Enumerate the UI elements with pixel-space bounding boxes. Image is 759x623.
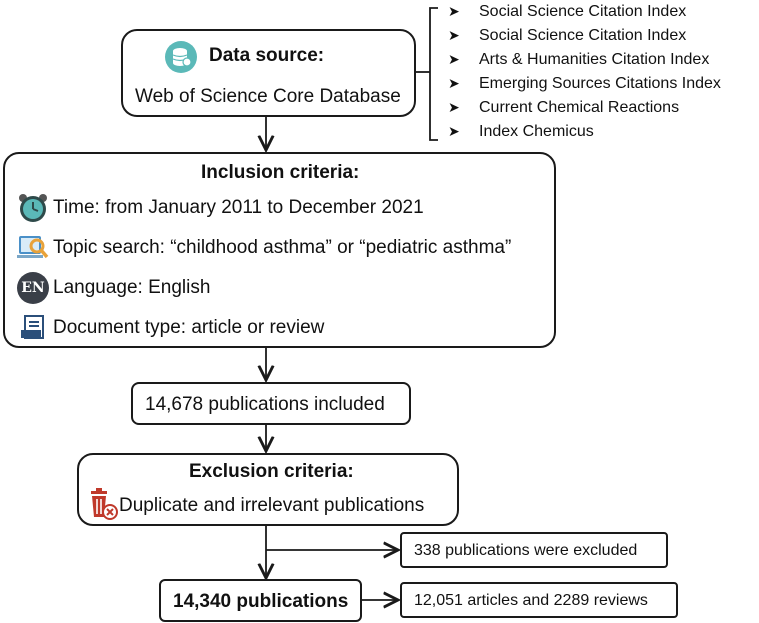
- data-source-subtitle: Web of Science Core Database: [135, 86, 401, 107]
- final-note-box: [400, 582, 678, 618]
- index-item: ➤ Social Science Citation Index: [448, 27, 687, 44]
- final-note-text: 12,051 articles and 2289 reviews: [414, 592, 648, 609]
- data-source-box: [121, 29, 416, 117]
- arrowhead-bullet-icon: ➤: [448, 75, 460, 91]
- exclusion-title: Exclusion criteria:: [189, 461, 354, 482]
- criteria-topic: [17, 232, 511, 264]
- criteria-language: [17, 272, 210, 304]
- arrowhead-bullet-icon: ➤: [448, 3, 460, 19]
- index-item: ➤ Emerging Sources Citations Index: [448, 75, 721, 92]
- inclusion-criteria-box: [3, 152, 556, 348]
- arrowhead-bullet-icon: ➤: [448, 99, 460, 115]
- document-type-icon: [17, 312, 49, 344]
- included-text: 14,678 publications included: [145, 394, 385, 415]
- criteria-document-type-text: Document type: article or review: [53, 317, 325, 338]
- final-publications-box: [159, 579, 362, 622]
- excluded-note-text: 338 publications were excluded: [414, 542, 638, 559]
- criteria-language-text: Language: English: [53, 277, 211, 298]
- criteria-time: [17, 192, 424, 224]
- index-bracket: [430, 8, 438, 140]
- criteria-topic-text: Topic search: “childhood asthma” or “pediatric asthma”: [53, 237, 512, 258]
- search-topic-icon: [17, 232, 49, 264]
- arrowhead-bullet-icon: ➤: [448, 27, 460, 43]
- index-item: ➤ Current Chemical Reactions: [448, 99, 680, 116]
- criteria-time-text: Time: from January 2011 to December 2021: [53, 197, 424, 218]
- excluded-note-box: [400, 532, 668, 568]
- index-item: ➤ Index Chemicus: [448, 123, 594, 140]
- alarm-clock-icon: [17, 192, 49, 224]
- exclusion-criteria-box: [77, 453, 459, 526]
- data-source-title: Data source:: [209, 45, 325, 66]
- final-publications-text: 14,340 publications: [173, 591, 349, 612]
- criteria-document-type: [17, 312, 324, 344]
- index-item: ➤ Arts & Humanities Citation Index: [448, 51, 710, 68]
- trash-delete-icon: [85, 487, 119, 521]
- arrowhead-bullet-icon: ➤: [448, 123, 460, 139]
- index-item: ➤ Social Science Citation Index: [448, 3, 687, 20]
- inclusion-title: Inclusion criteria:: [201, 162, 360, 183]
- language-en-icon: EN: [17, 272, 49, 304]
- exclusion-text: Duplicate and irrelevant publications: [119, 495, 425, 516]
- arrowhead-bullet-icon: ➤: [448, 51, 460, 67]
- included-box: [131, 382, 411, 425]
- database-icon: [165, 41, 197, 73]
